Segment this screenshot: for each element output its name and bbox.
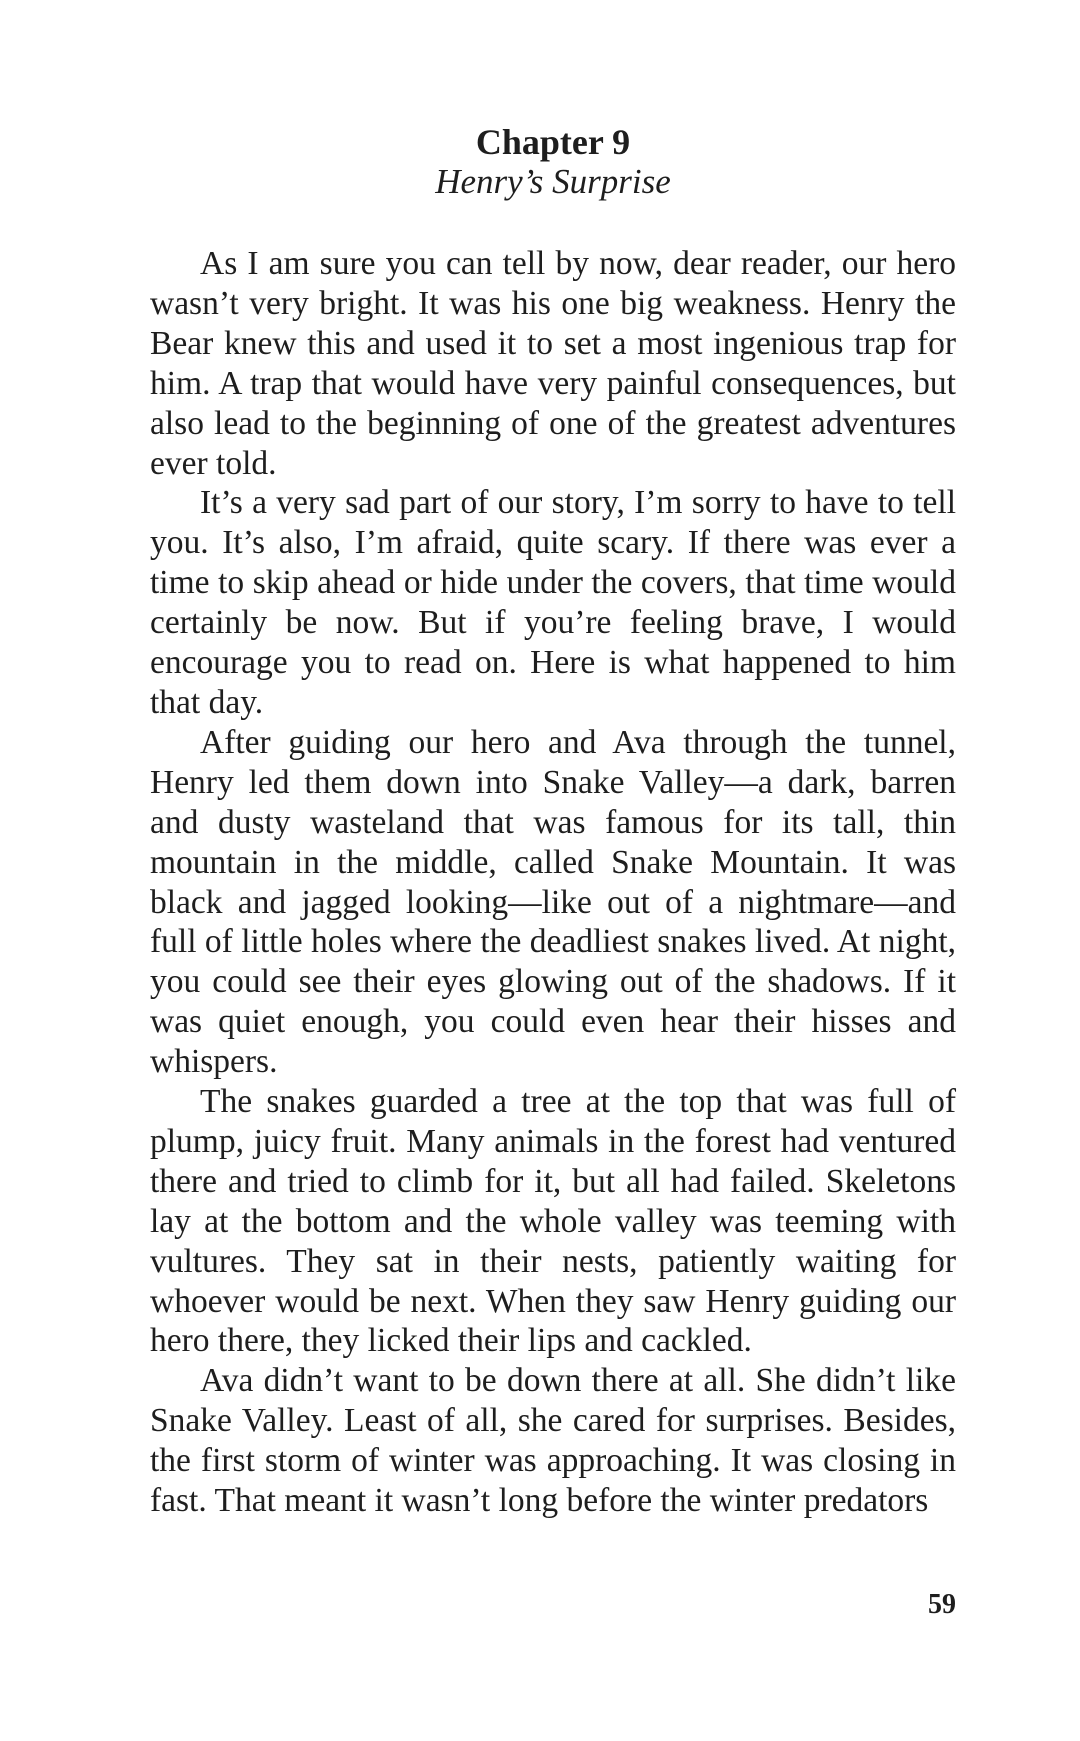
chapter-number: Chapter 9 xyxy=(475,122,631,162)
paragraph: After guiding our hero and Ava through the tunnel, Henry led them down into Snake Valley—a dark, barren and dusty wasteland that was famous for its tall, thin mountain in the middle, called Snake Mountain. It was black and jagged looking—like out of a nightmare—and full of little holes where the deadliest snakes lived. At night, you could see their eyes glowing out of the shadows. If it was quiet enough, you could even hear their hisses and whispers. xyxy=(150,723,956,1081)
page-number: 59 xyxy=(928,1589,956,1620)
paragraph: As I am sure you can tell by now, dear reader, our hero wasn’t very bright. It was his one big weakness. Henry the Bear knew this and used it to set a most ingenious trap for him. A trap that would have very painful consequences, but also lead to the beginning of one of the greatest adventures ever told. xyxy=(150,245,956,482)
paragraph: It’s a very sad part of our story, I’m sorry to have to tell you. It’s also, I’m afraid, quite scary. If there was ever a time to skip ahead or hide under the covers, that time would certainly be now. But if you’re feeling brave, I would encourage you to read on. Here is what happened to him that day. xyxy=(150,484,956,721)
paragraph: The snakes guarded a tree at the top that was full of plump, juicy fruit. Many animals in the forest had ventured there and tried to climb for it, but all had failed. Skeletons lay at the bottom and the whole valley was teeming with vultures. They sat in their nests, patiently waiting for whoever would be next. When they saw Henry guiding our hero there, they licked their lips and cackled. xyxy=(150,1083,956,1360)
body-text xyxy=(150,244,956,1521)
chapter-title: Henry’s Surprise xyxy=(435,162,671,201)
paragraph: Ava didn’t want to be down there at all. She didn’t like Snake Valley. Least of all, she cared for surprises. Besides, the first storm of winter was approaching. It was closing in fast. That meant it wasn’t long before the winter predators xyxy=(150,1362,956,1520)
